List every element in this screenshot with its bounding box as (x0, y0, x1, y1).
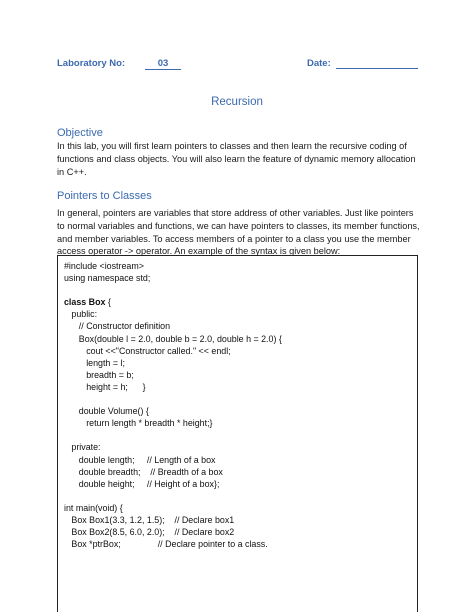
objective-line: In this lab, you will first learn pointers to classes and then learn the recursive coding of (57, 141, 407, 151)
code-line: length = l; (64, 357, 125, 368)
code-line: double Volume() { (64, 406, 149, 417)
code-line: // Constructor definition (64, 321, 171, 332)
code-line: Box(double l = 2.0, double b = 2.0, double h = 2.0) { (64, 333, 282, 344)
code-line: breadth = b; (64, 369, 134, 380)
pointers-line: to normal variables and functions, we can have pointers to classes, its member functions, (57, 220, 420, 231)
code-line: cout <<"Constructor called." << endl; (64, 345, 231, 356)
code-line: Box *ptrBox; // Declare pointer to a class. (64, 539, 268, 550)
code-line: return length * breadth * height;} (64, 418, 213, 429)
code-line: double length; // Length of a box (64, 454, 216, 465)
code-line (64, 393, 417, 405)
code-line: Box Box1(3.3, 1.2, 1.5); // Declare box1 (64, 514, 235, 525)
code-line (64, 490, 417, 502)
date-label: Date: (307, 58, 331, 69)
code-line: class Box { (64, 297, 111, 308)
code-example-box (57, 255, 418, 612)
pointers-line: access operator -> operator. An example of the syntax is given below: (57, 246, 341, 257)
code-line: height = h; } (64, 381, 146, 392)
objective-heading: Objective (57, 127, 103, 139)
objective-line: in C++. (57, 166, 87, 177)
date-blank-line (336, 68, 418, 69)
code-line: int main(void) { (64, 502, 123, 513)
pointers-heading: Pointers to Classes (57, 190, 152, 202)
code-line (64, 284, 417, 296)
code-line: Box Box2(8.5, 6.0, 2.0); // Declare box2 (64, 527, 235, 538)
code-line: double height; // Height of a box}; (64, 478, 220, 489)
document-title: Recursion (211, 96, 263, 108)
header-row (57, 58, 417, 74)
pointers-paragraph (57, 207, 421, 258)
code-line: private: (64, 442, 101, 453)
objective-line: functions and class objects. You will also learn the feature of dynamic memory allocation (57, 153, 416, 164)
laboratory-number-label: Laboratory No: (57, 58, 126, 69)
pointers-line: and member variables. To access members of a pointer to a class you use the member (57, 233, 411, 244)
code-line: using namespace std; (64, 273, 151, 284)
laboratory-number-value: 03 (145, 58, 181, 70)
code-line: #include <iostream> (64, 261, 144, 271)
objective-paragraph (57, 140, 421, 178)
code-line: double breadth; // Breadth of a box (64, 466, 223, 477)
code-line: public: (64, 309, 98, 320)
pointers-line: In general, pointers are variables that store address of other variables. Just like pointers (57, 208, 414, 218)
code-line (64, 429, 417, 441)
